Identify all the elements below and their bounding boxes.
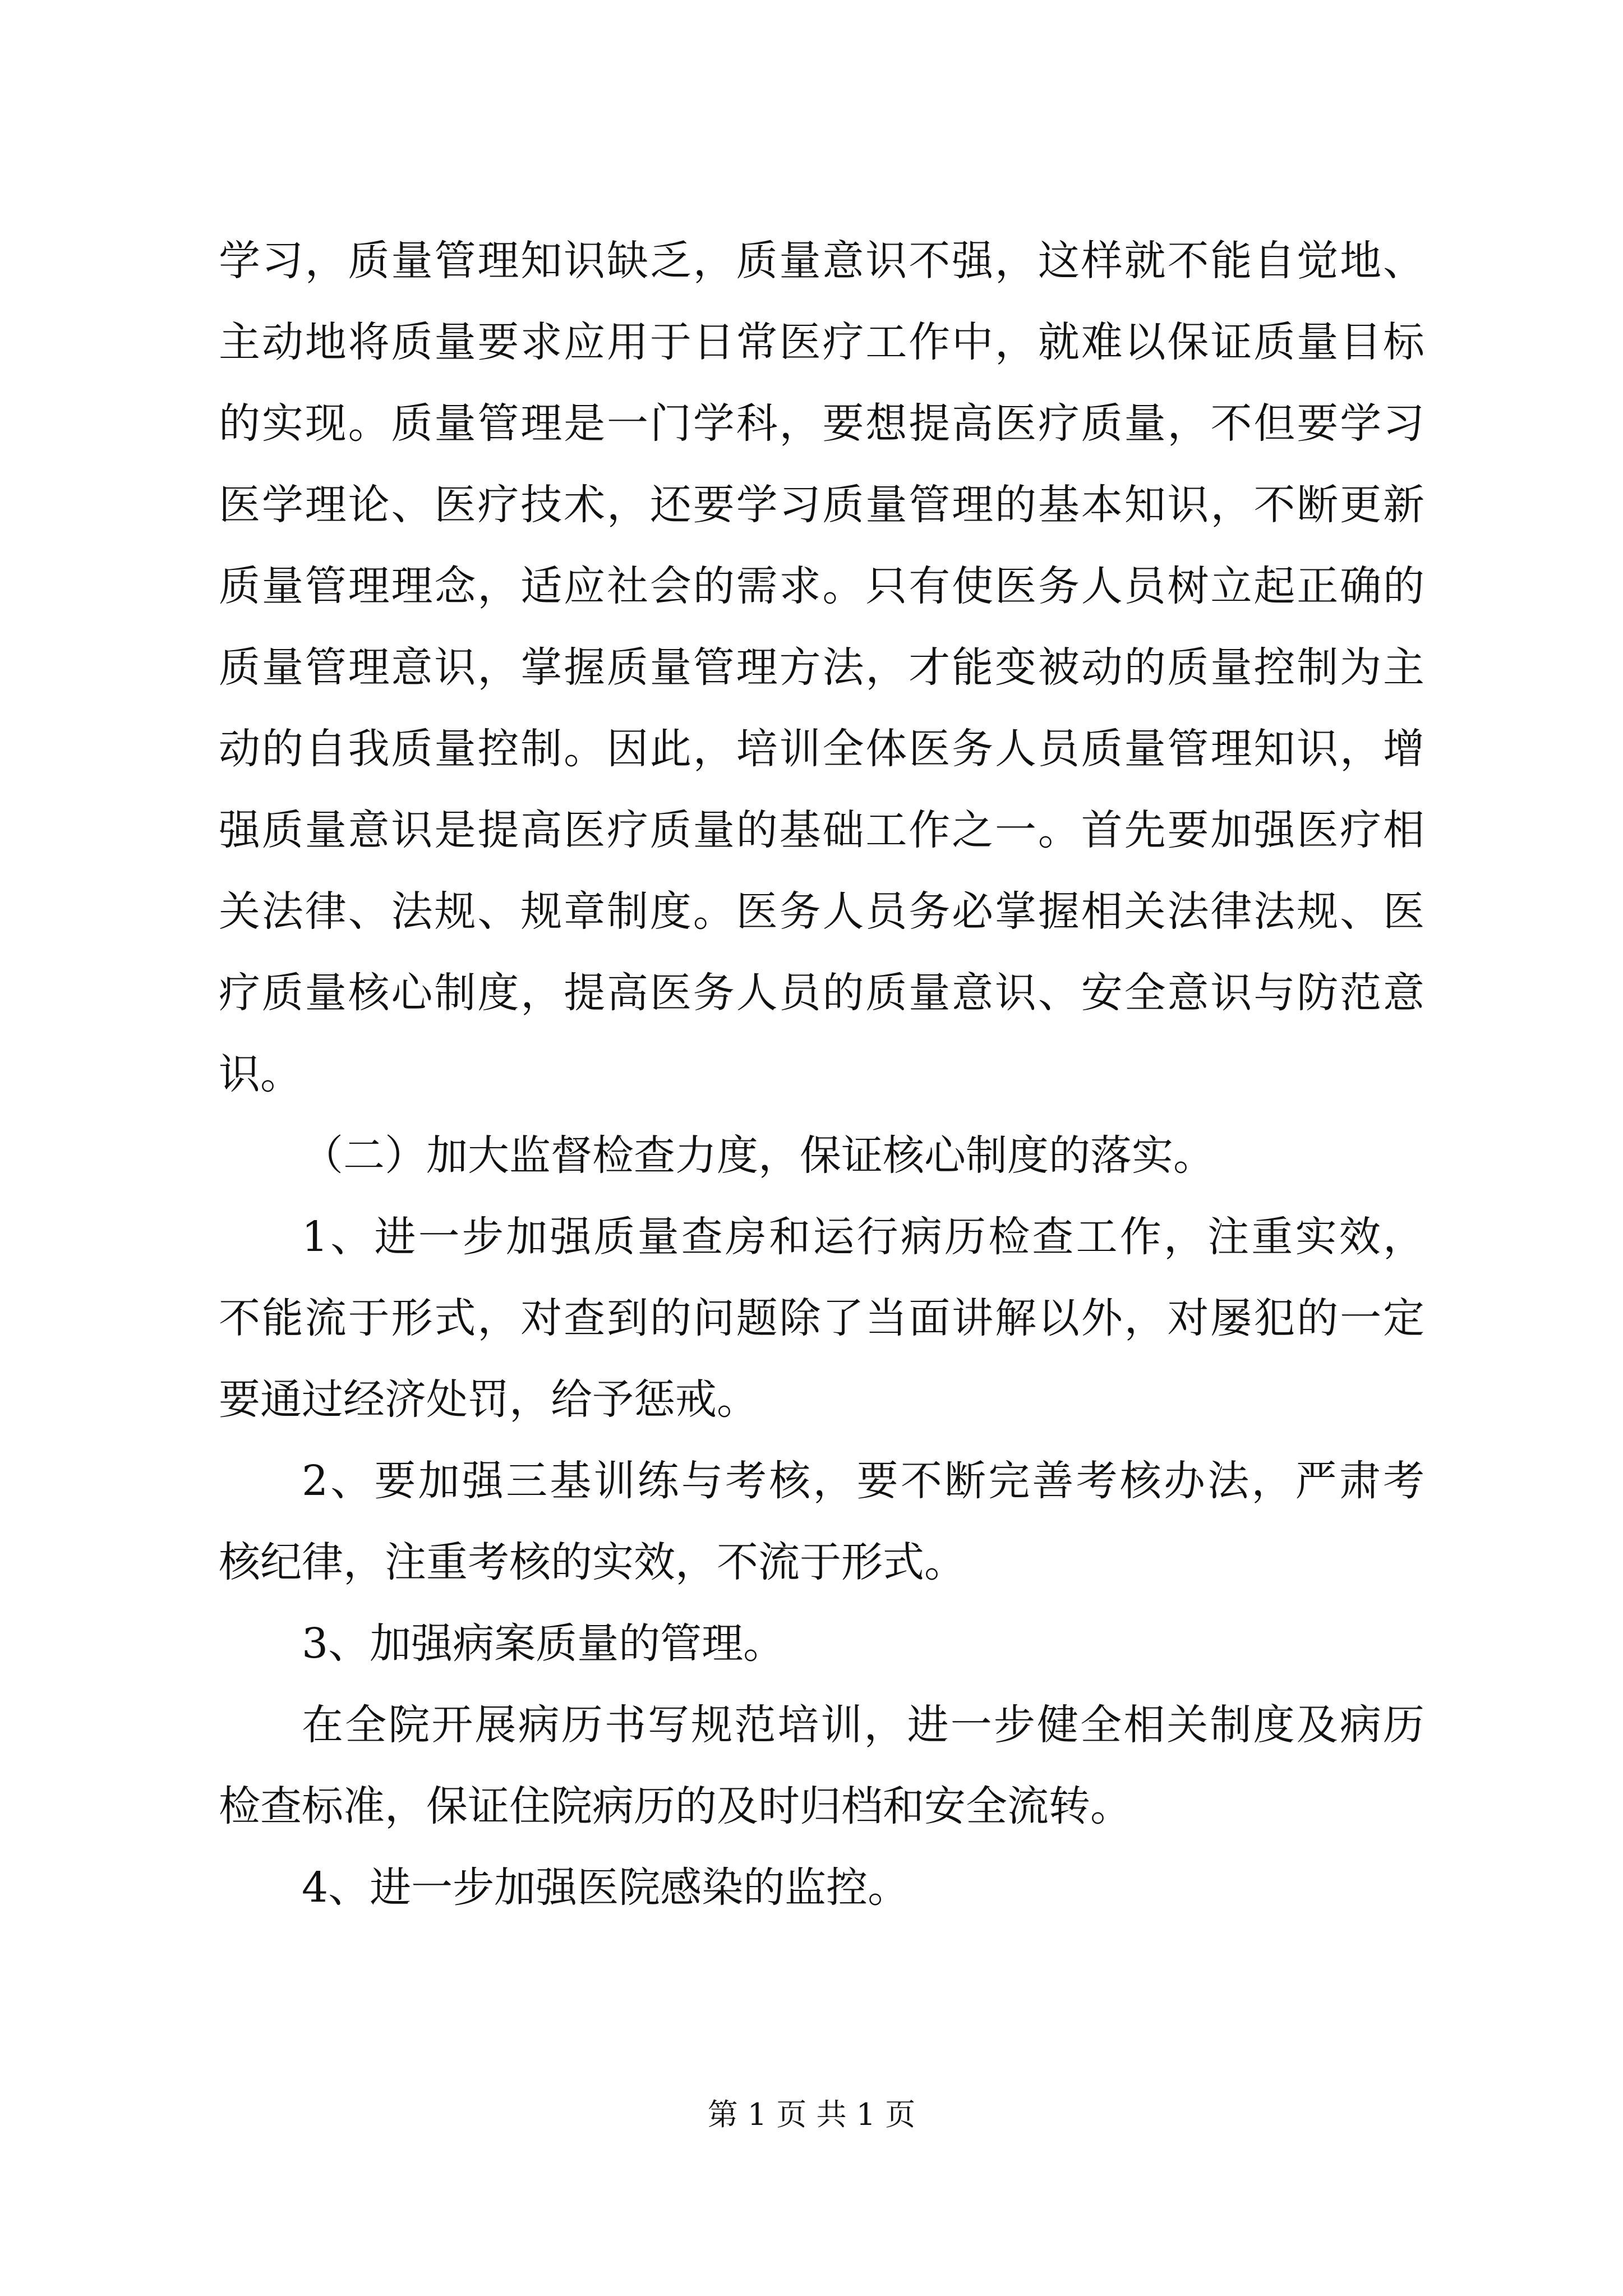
- text-line: 1、进一步加强质量查房和运行病历检查工作，注重实效，: [302, 1213, 1424, 1261]
- text-line: 4、进一步加强医院感染的监控。: [302, 1864, 910, 1912]
- text-line: 疗质量核心制度，提高医务人员的质量意识、安全意识与防范意: [219, 969, 1424, 1017]
- text-line: 2、要加强三基训练与考核，要不断完善考核办法，严肃考: [302, 1457, 1424, 1505]
- text-line: 3、加强病案质量的管理。: [302, 1619, 785, 1668]
- text-line: 关法律、法规、规章制度。医务人员务必掌握相关法律法规、医: [219, 887, 1424, 936]
- section-heading: （二）加大监督检查力度，保证核心制度的落实。: [302, 1131, 1215, 1180]
- text-line: 不能流于形式，对查到的问题除了当面讲解以外，对屡犯的一定: [219, 1294, 1424, 1342]
- text-line: 质量管理意识，掌握质量管理方法，才能变被动的质量控制为主: [219, 643, 1424, 692]
- text-line: 要通过经济处罚，给予惩戒。: [219, 1375, 758, 1424]
- page-footer: 第 1 页 共 1 页: [707, 2097, 916, 2132]
- text-line: 学习，质量管理知识缺乏，质量意识不强，这样就不能自觉地、: [219, 237, 1424, 285]
- text-line: 核纪律，注重考核的实效，不流于形式。: [219, 1538, 966, 1586]
- text-line: 检查标准，保证住院病历的及时归档和安全流转。: [219, 1782, 1132, 1830]
- text-line: 质量管理理念，适应社会的需求。只有使医务人员树立起正确的: [219, 562, 1424, 610]
- text-line: 主动地将质量要求应用于日常医疗工作中，就难以保证质量目标: [219, 318, 1424, 366]
- text-line: 医学理论、医疗技术，还要学习质量管理的基本知识，不断更新: [219, 481, 1424, 529]
- text-line: 动的自我质量控制。因此，培训全体医务人员质量管理知识，增: [219, 725, 1424, 773]
- text-line: 在全院开展病历书写规范培训，进一步健全相关制度及病历: [302, 1701, 1424, 1749]
- text-line: 的实现。质量管理是一门学科，要想提高医疗质量，不但要学习: [219, 399, 1424, 448]
- text-line: 识。: [219, 1050, 302, 1098]
- text-line: 强质量意识是提高医疗质量的基础工作之一。首先要加强医疗相: [219, 806, 1424, 854]
